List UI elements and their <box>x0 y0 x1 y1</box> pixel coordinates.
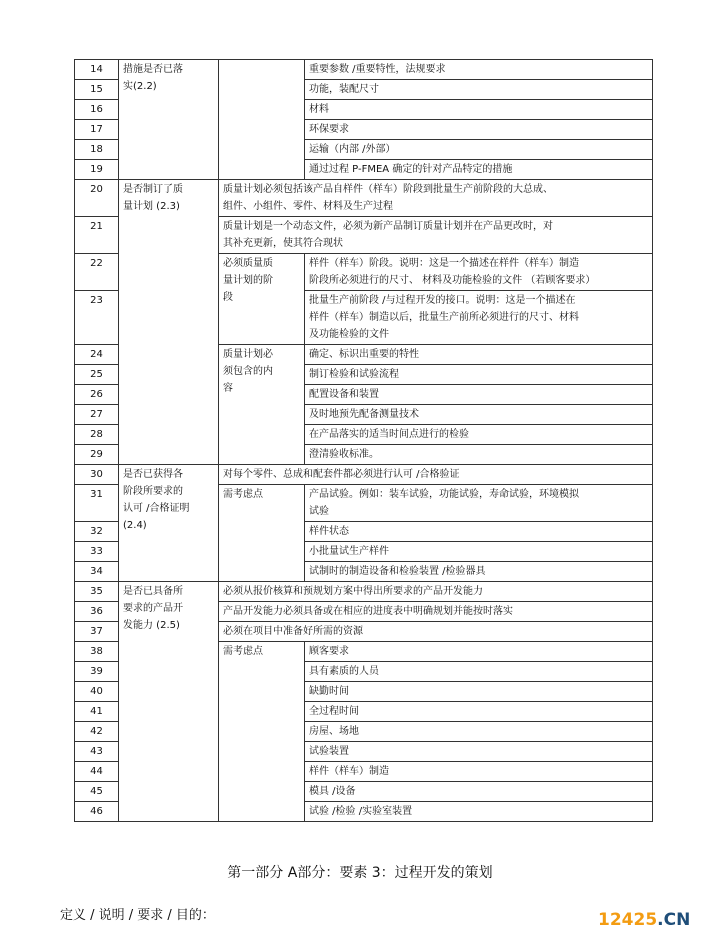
detail-cell: 及时地预先配备测量技术 <box>305 405 653 425</box>
section-heading: 第一部分 A部分：要素 3：过程开发的策划 <box>227 865 493 881</box>
row-number: 21 <box>75 217 119 254</box>
row-number: 43 <box>75 742 119 762</box>
definition-heading: 定义 / 说明 / 要求 / 目的： <box>60 908 215 923</box>
row-number: 14 <box>75 60 119 80</box>
row-number: 37 <box>75 622 119 642</box>
detail-cell: 具有素质的人员 <box>305 662 653 682</box>
detail-cell: 模具 /设备 <box>305 782 653 802</box>
detail-cell: 试验装置 <box>305 742 653 762</box>
detail-cell: 环保要求 <box>305 120 653 140</box>
requirement-cell: 必须在项目中准备好所需的资源 <box>219 622 653 642</box>
row-number: 42 <box>75 722 119 742</box>
row-number: 17 <box>75 120 119 140</box>
detail-cell: 产品试验。例如：装车试验，功能试验，寿命试验，环境模拟 试验 <box>305 485 653 522</box>
detail-cell: 材料 <box>305 100 653 120</box>
detail-cell: 功能，装配尺寸 <box>305 80 653 100</box>
row-number: 20 <box>75 180 119 217</box>
watermark-number: 12425 <box>598 910 658 930</box>
table-row <box>75 60 653 80</box>
table-row <box>75 582 653 602</box>
site-watermark <box>598 910 690 930</box>
item-cell: 是否已具备所 要求的产品开 发能力 (2.5) <box>119 582 219 822</box>
detail-cell: 在产品落实的适当时间点进行的检验 <box>305 425 653 445</box>
requirement-cell: 必须从报价核算和预规划方案中得出所要求的产品开发能力 <box>219 582 653 602</box>
row-number: 27 <box>75 405 119 425</box>
detail-cell: 确定、标识出重要的特性 <box>305 345 653 365</box>
detail-cell: 样件状态 <box>305 522 653 542</box>
row-number: 22 <box>75 254 119 291</box>
aspect-cell: 必须质量质 量计划的阶 段 <box>219 254 305 345</box>
item-cell: 措施是否已落 实(2.2) <box>119 60 219 180</box>
detail-cell: 制订检验和试验流程 <box>305 365 653 385</box>
row-number: 24 <box>75 345 119 365</box>
row-number: 38 <box>75 642 119 662</box>
detail-cell: 运输（内部 /外部） <box>305 140 653 160</box>
detail-cell: 试验 /检验 /实验室装置 <box>305 802 653 822</box>
aspect-cell: 需考虑点 <box>219 485 305 582</box>
row-number: 26 <box>75 385 119 405</box>
detail-cell: 全过程时间 <box>305 702 653 722</box>
requirement-cell: 对每个零件、总成和配套件都必须进行认可 /合格验证 <box>219 465 653 485</box>
detail-cell: 缺勤时间 <box>305 682 653 702</box>
row-number: 15 <box>75 80 119 100</box>
row-number: 23 <box>75 291 119 345</box>
detail-cell: 样件（样车）制造 <box>305 762 653 782</box>
row-number: 18 <box>75 140 119 160</box>
row-number: 31 <box>75 485 119 522</box>
detail-cell: 澄清验收标准。 <box>305 445 653 465</box>
row-number: 30 <box>75 465 119 485</box>
detail-cell: 顾客要求 <box>305 642 653 662</box>
detail-cell: 样件（样车）阶段。说明：这是一个描述在样件（样车）制造 阶段所必须进行的尺寸、 材料及功能检验的文件 （若顾客要求） <box>305 254 653 291</box>
aspect-cell <box>219 60 305 180</box>
row-number: 33 <box>75 542 119 562</box>
row-number: 41 <box>75 702 119 722</box>
detail-cell: 批量生产前阶段 /与过程开发的接口。说明：这是一个描述在 样件（样车）制造以后，批量生产前所必须进行的尺寸、材料 及功能检验的文件 <box>305 291 653 345</box>
row-number: 19 <box>75 160 119 180</box>
aspect-cell: 质量计划必 须包含的内 容 <box>219 345 305 465</box>
row-number: 35 <box>75 582 119 602</box>
requirement-cell: 产品开发能力必须具备或在相应的进度表中明确规划并能按时落实 <box>219 602 653 622</box>
requirement-cell: 质量计划必须包括该产品自样件（样车）阶段到批量生产前阶段的大总成、 组件、小组件、零件、材料及生产过程 <box>219 180 653 217</box>
watermark-domain: .CN <box>657 910 691 930</box>
item-cell: 是否已获得各 阶段所要求的 认可 /合格证明 (2.4) <box>119 465 219 582</box>
item-cell: 是否制订了质 量计划 (2.3) <box>119 180 219 465</box>
detail-cell: 重要参数 /重要特性，法规要求 <box>305 60 653 80</box>
row-number: 45 <box>75 782 119 802</box>
detail-cell: 小批量试生产样件 <box>305 542 653 562</box>
detail-cell: 配置设备和装置 <box>305 385 653 405</box>
requirement-cell: 质量计划是一个动态文件，必须为新产品制订质量计划并在产品更改时，对 其补充更新，使其符合现状 <box>219 217 653 254</box>
detail-cell: 通过过程 P-FMEA 确定的针对产品特定的措施 <box>305 160 653 180</box>
aspect-cell: 需考虑点 <box>219 642 305 822</box>
row-number: 46 <box>75 802 119 822</box>
row-number: 25 <box>75 365 119 385</box>
table-row <box>75 180 653 217</box>
requirements-table <box>74 59 653 822</box>
row-number: 44 <box>75 762 119 782</box>
row-number: 29 <box>75 445 119 465</box>
row-number: 40 <box>75 682 119 702</box>
detail-cell: 房屋、场地 <box>305 722 653 742</box>
row-number: 32 <box>75 522 119 542</box>
detail-cell: 试制时的制造设备和检验装置 /检验器具 <box>305 562 653 582</box>
row-number: 34 <box>75 562 119 582</box>
row-number: 36 <box>75 602 119 622</box>
row-number: 28 <box>75 425 119 445</box>
table-row <box>75 465 653 485</box>
row-number: 16 <box>75 100 119 120</box>
row-number: 39 <box>75 662 119 682</box>
